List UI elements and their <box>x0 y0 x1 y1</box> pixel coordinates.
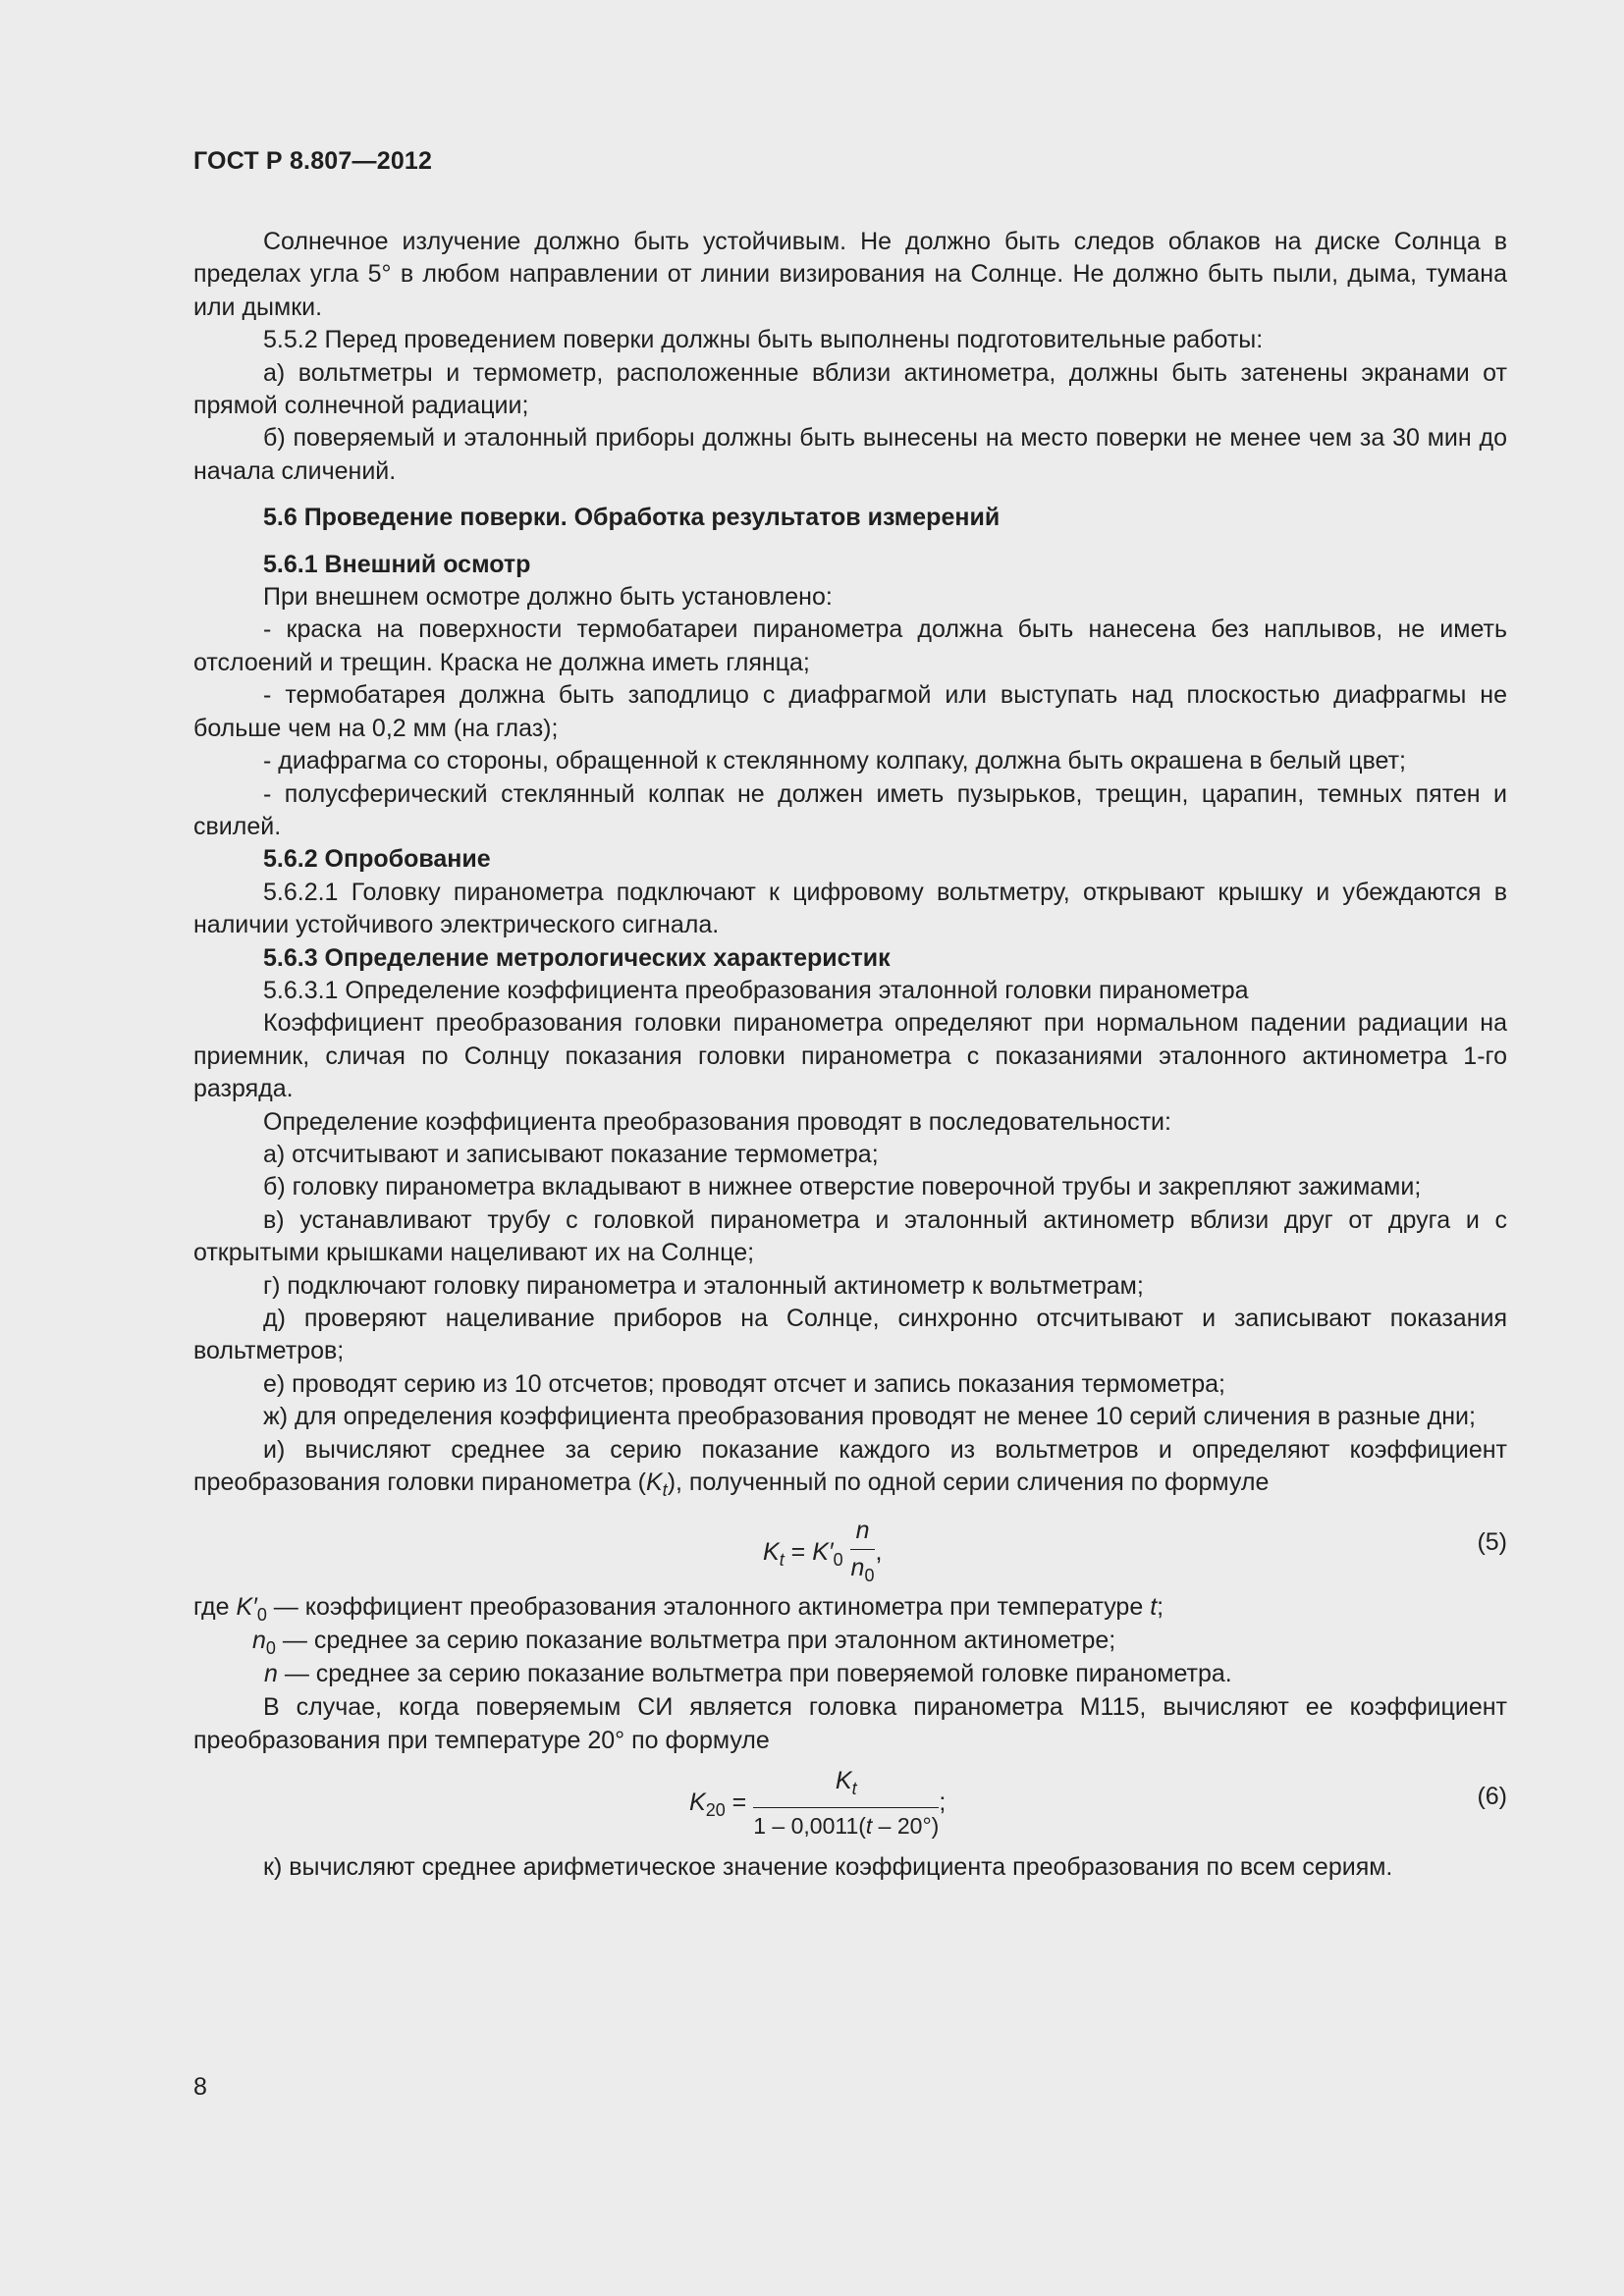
list-item: - краска на поверхности термобатареи пиранометра должна быть нанесена без наплывов, не иметь отслоений и трещин. Краска не должна иметь глянца; <box>193 615 1507 676</box>
fraction-denominator: n <box>850 1553 865 1581</box>
list-item: г) подключают головку пиранометра и эталонный актинометр к вольтметрам; <box>263 1271 1144 1300</box>
fraction-numerator: K <box>835 1767 852 1795</box>
list-item: - диафрагма со стороны, обращенной к стеклянному колпаку, должна быть окрашена в белый цвет; <box>263 747 1407 775</box>
where-definition: — коэффициент преобразования эталонного актинометра при температуре <box>273 1593 1144 1622</box>
formula-subscript: 0 <box>265 1638 276 1659</box>
section-heading: 5.6 Проведение поверки. Обработка результатов измерений <box>263 504 1001 532</box>
list-item: ж) для определения коэффициента преобразования проводят не менее 10 серий сличения в разные дни; <box>263 1403 1476 1431</box>
formula-subscript: t <box>779 1550 785 1571</box>
where-line <box>264 1658 1232 1690</box>
formula-subscript: 0 <box>833 1550 843 1571</box>
subsection-heading: 5.6.3 Определение метрологических характеристик <box>263 943 891 972</box>
list-item: б) поверяемый и эталонный приборы должны быть вынесены на место поверки не менее чем за 30 мин до начала сличений. <box>193 424 1507 485</box>
symbol-k: K <box>645 1468 663 1497</box>
paragraph: 5.6.3.1 Определение коэффициента преобразования эталонной головки пиранометра <box>263 976 1249 1004</box>
list-item: а) вольтметры и термометр, расположенные вблизи актинометра, должны быть затенены экранами от прямой солнечной радиации; <box>193 358 1507 420</box>
formula-symbol: K <box>763 1538 780 1567</box>
paragraph: Коэффициент преобразования головки пиранометра определяют при нормальном падении радиации на приемник, сличая по Солнцу показания головки пиранометра с показаниями эталонного актинометра 1-го разряда. <box>193 1009 1507 1103</box>
formula-symbol: n <box>252 1627 266 1655</box>
list-item: в) устанавливают трубу с головкой пиранометра и эталонный актинометр вблизи друг от друга и с открытыми крышками нацеливают их на Солнце; <box>193 1205 1507 1267</box>
where-definition: — среднее за серию показание вольтметра при поверяемой головке пиранометра. <box>284 1660 1232 1688</box>
standard-header: ГОСТ Р 8.807—2012 <box>193 147 433 175</box>
where-prefix: где <box>193 1593 230 1622</box>
formula-symbol: K <box>689 1789 706 1817</box>
subsection-heading: 5.6.1 Внешний осмотр <box>263 550 531 578</box>
fraction <box>850 1515 876 1592</box>
list-item: - термобатарея должна быть заподлицо с диафрагмой или выступать над плоскостью диафрагмы не больше чем на 0,2 мм (на глаз); <box>193 681 1507 742</box>
page-number: 8 <box>193 2073 207 2101</box>
list-item: д) проверяют нацеливание приборов на Солнце, синхронно отсчитывают и записывают показания вольтметров; <box>193 1305 1507 1365</box>
paragraph: Солнечное излучение должно быть устойчивым. Не должно быть следов облаков на диске Солнца в пределах угла 5° в любом направлении от линии визирования на Солнце. Не должно быть пыли, дыма, тумана или дымки. <box>193 228 1507 321</box>
formula-subscript: 20 <box>705 1800 726 1821</box>
list-item-text: и) вычисляют среднее за серию показание каждого из вольтметров и определяют коэффициент преобразования головки пиранометра ( <box>193 1435 1507 1497</box>
paragraph: 5.6.2.1 Головку пиранометра подключают к цифровому вольтметру, открывают крышку и убеждаются в наличии устойчивого электрического сигнала. <box>193 878 1507 939</box>
formula-symbol: K′ <box>812 1538 834 1567</box>
formula-punct: ; <box>1157 1593 1164 1622</box>
symbol-subscript: t <box>662 1480 668 1501</box>
paragraph: Определение коэффициента преобразования проводят в последовательности: <box>263 1107 1171 1136</box>
list-item: е) проводят серию из 10 отсчетов; проводят отсчет и запись показания термометра; <box>263 1369 1225 1398</box>
list-item-text: ), полученный по одной серии сличения по формуле <box>667 1468 1270 1497</box>
list-item: к) вычисляют среднее арифметическое значение коэффициента преобразования по всем сериям. <box>263 1853 1393 1882</box>
where-block <box>193 1591 1507 1691</box>
formula-subscript: 0 <box>864 1565 875 1585</box>
list-item: б) головку пиранометра вкладывают в нижнее отверстие поверочной трубы и закрепляют зажимами; <box>263 1173 1422 1201</box>
formula-6 <box>193 1757 1507 1851</box>
paragraph: При внешнем осмотре должно быть установлено: <box>263 583 833 612</box>
fraction-denominator: 1 – 0,0011( <box>753 1812 866 1839</box>
formula-symbol: K′ <box>236 1593 257 1622</box>
formula-operator: = <box>790 1538 806 1567</box>
where-definition: — среднее за серию показание вольтметра при эталонном актинометре; <box>282 1627 1116 1655</box>
formula-subscript: 0 <box>256 1605 267 1626</box>
formula-operator: = <box>731 1789 747 1817</box>
paragraph: В случае, когда поверяемым СИ является головка пиранометра М115, вычисляют ее коэффициент преобразования при температуре 20° по формуле <box>193 1693 1507 1754</box>
paragraph: 5.5.2 Перед проведением поверки должны быть выполнены подготовительные работы: <box>263 326 1264 354</box>
formula-symbol: t <box>1150 1593 1158 1622</box>
formula-5 <box>193 1507 1507 1591</box>
list-item: - полусферический стеклянный колпак не должен иметь пузырьков, трещин, царапин, темных пятен и свилей. <box>193 779 1507 840</box>
formula-symbol: n <box>264 1660 278 1688</box>
formula-punct: , <box>875 1538 883 1567</box>
formula-punct: ; <box>939 1789 947 1817</box>
list-item: а) отсчитывают и записывают показание термометра; <box>263 1140 879 1168</box>
formula-number: (5) <box>1477 1528 1507 1557</box>
formula-symbol: t <box>865 1812 873 1839</box>
fraction-numerator: n <box>850 1515 876 1549</box>
formula-subscript: t <box>851 1779 857 1799</box>
fraction <box>753 1765 939 1842</box>
subsection-heading: 5.6.2 Опробование <box>263 845 491 874</box>
document-body <box>193 226 1507 1885</box>
list-item <box>193 1434 1507 1508</box>
formula-number: (6) <box>1477 1783 1507 1811</box>
fraction-denominator: – 20°) <box>872 1812 940 1839</box>
